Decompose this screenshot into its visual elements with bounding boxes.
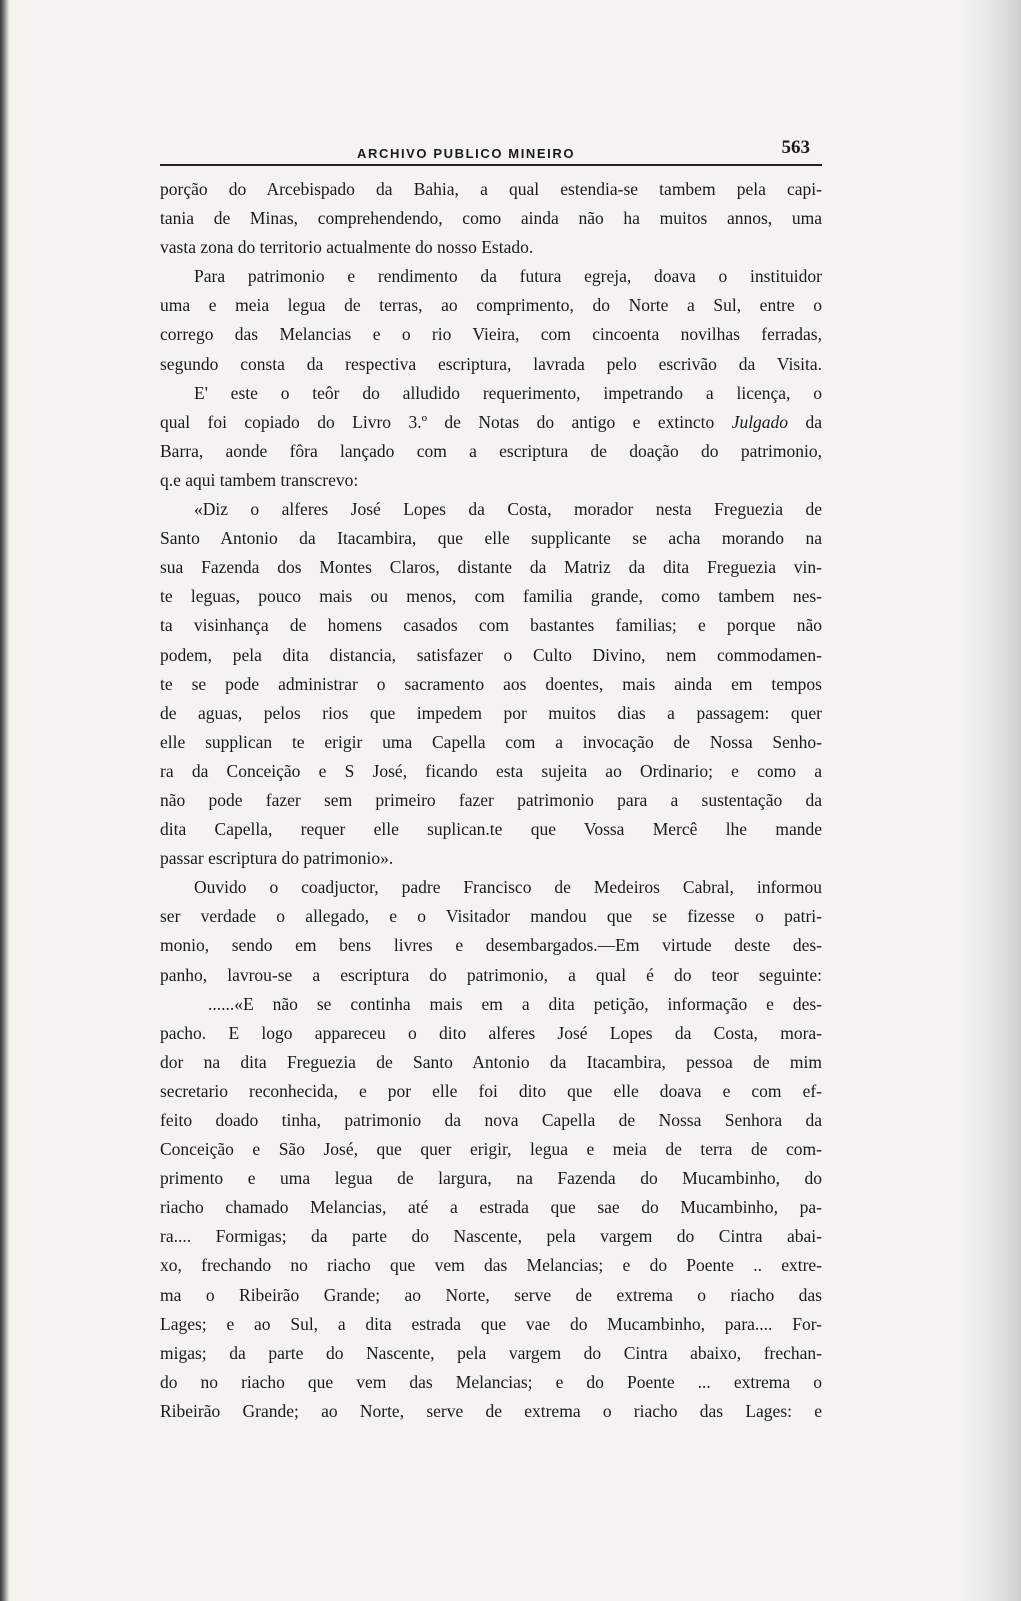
text-segment: qual foi copiado do Livro 3.º de Notas do antigo e extincto xyxy=(160,411,715,432)
text-line: corrego das Melancias e o rio Vieira, com cincoenta novilhas ferradas, xyxy=(160,324,822,345)
text-line: ......«E não se continha mais em a dita petição, informação e des- xyxy=(208,993,822,1014)
text-line: Barra, aonde fôra lançado com a escriptura de doação do patrimonio, xyxy=(160,440,822,461)
text-line: pacho. E logo appareceu o dito alferes José Lopes da Costa, mora- xyxy=(160,1022,822,1043)
text-line: te se pode administrar o sacramento aos doentes, mais ainda em tempos xyxy=(160,673,822,694)
header-rule xyxy=(160,164,822,166)
text-line: ser verdade o allegado, e o Visitador mandou que se fizesse o patri- xyxy=(160,906,822,927)
page-edge-right xyxy=(961,0,1021,1601)
text-segment: da xyxy=(788,411,822,432)
text-line: ma o Ribeirão Grande; ao Norte, serve de extrema o riacho das xyxy=(160,1284,822,1305)
text-line: tania de Minas, comprehendendo, como ainda não ha muitos annos, uma xyxy=(160,208,822,229)
text-line: Santo Antonio da Itacambira, que elle supplicante se acha morando na xyxy=(160,528,822,549)
text-line: Ouvido o coadjuctor, padre Francisco de Medeiros Cabral, informou xyxy=(194,877,822,898)
text-line: Lages; e ao Sul, a dita estrada que vae do Mucambinho, para.... For- xyxy=(160,1313,822,1334)
text-line: q.e aqui tambem transcrevo: xyxy=(160,469,359,490)
page-edge-left xyxy=(0,0,10,1601)
text-line: xo, frechando no riacho que vem das Melancias; e do Poente .. extre- xyxy=(160,1255,822,1276)
text-line: sua Fazenda dos Montes Claros, distante da Matriz da dita Freguezia vin- xyxy=(160,557,822,578)
body-text xyxy=(160,175,822,1426)
text-line: de aguas, pelos rios que impedem por muitos dias a passagem: quer xyxy=(160,702,822,723)
text-line: não pode fazer sem primeiro fazer patrimonio para a sustentação da xyxy=(160,789,822,810)
text-line: ra.... Formigas; da parte do Nascente, pela vargem do Cintra abai- xyxy=(160,1226,822,1247)
text-line: «Diz o alferes José Lopes da Costa, morador nesta Freguezia de xyxy=(194,499,822,520)
text-line: panho, lavrou-se a escriptura do patrimonio, a qual é do teor seguinte: xyxy=(160,964,822,985)
italic-julgado: Julgado xyxy=(731,411,789,432)
text-line: dor na dita Freguezia de Santo Antonio da Itacambira, pessoa de mim xyxy=(160,1051,822,1072)
text-line: Ribeirão Grande; ao Norte, serve de extrema o riacho das Lages: e xyxy=(160,1400,822,1421)
text-line: monio, sendo em bens livres e desembargados.—Em virtude deste des- xyxy=(160,935,822,956)
text-line-julgado xyxy=(160,408,822,437)
text-line: segundo consta da respectiva escriptura, lavrada pelo escrivão da Visita. xyxy=(160,353,822,374)
text-line: migas; da parte do Nascente, pela vargem do Cintra abaixo, frechan- xyxy=(160,1342,822,1363)
text-line: do no riacho que vem das Melancias; e do Poente ... extrema o xyxy=(160,1371,822,1392)
text-line: ta visinhança de homens casados com bastantes familias; e porque não xyxy=(160,615,822,636)
text-line: uma e meia legua de terras, ao comprimento, do Norte a Sul, entre o xyxy=(160,295,822,316)
text-line: vasta zona do territorio actualmente do nosso Estado. xyxy=(160,237,534,258)
running-head: ARCHIVO PUBLICO MINEIRO xyxy=(357,146,576,161)
text-line: Para patrimonio e rendimento da futura egreja, doava o instituidor xyxy=(194,266,822,287)
text-line: ra da Conceição e S José, ficando esta sujeita ao Ordinario; e como a xyxy=(160,760,822,781)
text-line: porção do Arcebispado da Bahia, a qual estendia-se tambem pela capi- xyxy=(160,179,822,199)
text-line: feito doado tinha, patrimonio da nova Capella de Nossa Senhora da xyxy=(160,1110,822,1130)
text-line: riacho chamado Melancias, até a estrada que sae do Mucambinho, pa- xyxy=(160,1197,822,1218)
text-line: E' este o teôr do alludido requerimento, impetrando a licença, o xyxy=(194,382,822,403)
text-line: secretario reconhecida, e por elle foi dito que elle doava e com ef- xyxy=(160,1080,822,1101)
text-line: podem, pela dita distancia, satisfazer o Culto Divino, nem commodamen- xyxy=(160,644,822,665)
text-line: dita Capella, requer elle suplican.te que Vossa Mercê lhe mande xyxy=(160,819,822,840)
text-line: elle supplican te erigir uma Capella com a invocação de Nossa Senho- xyxy=(160,731,822,752)
text-line: primento e uma legua de largura, na Fazenda do Mucambinho, do xyxy=(160,1168,822,1189)
page-header xyxy=(160,137,822,167)
page-number: 563 xyxy=(781,137,810,158)
text-line: Conceição e São José, que quer erigir, legua e meia de terra de com- xyxy=(160,1139,822,1160)
text-line: passar escriptura do patrimonio». xyxy=(160,848,394,869)
text-line: te leguas, pouco mais ou menos, com familia grande, como tambem nes- xyxy=(160,586,822,607)
